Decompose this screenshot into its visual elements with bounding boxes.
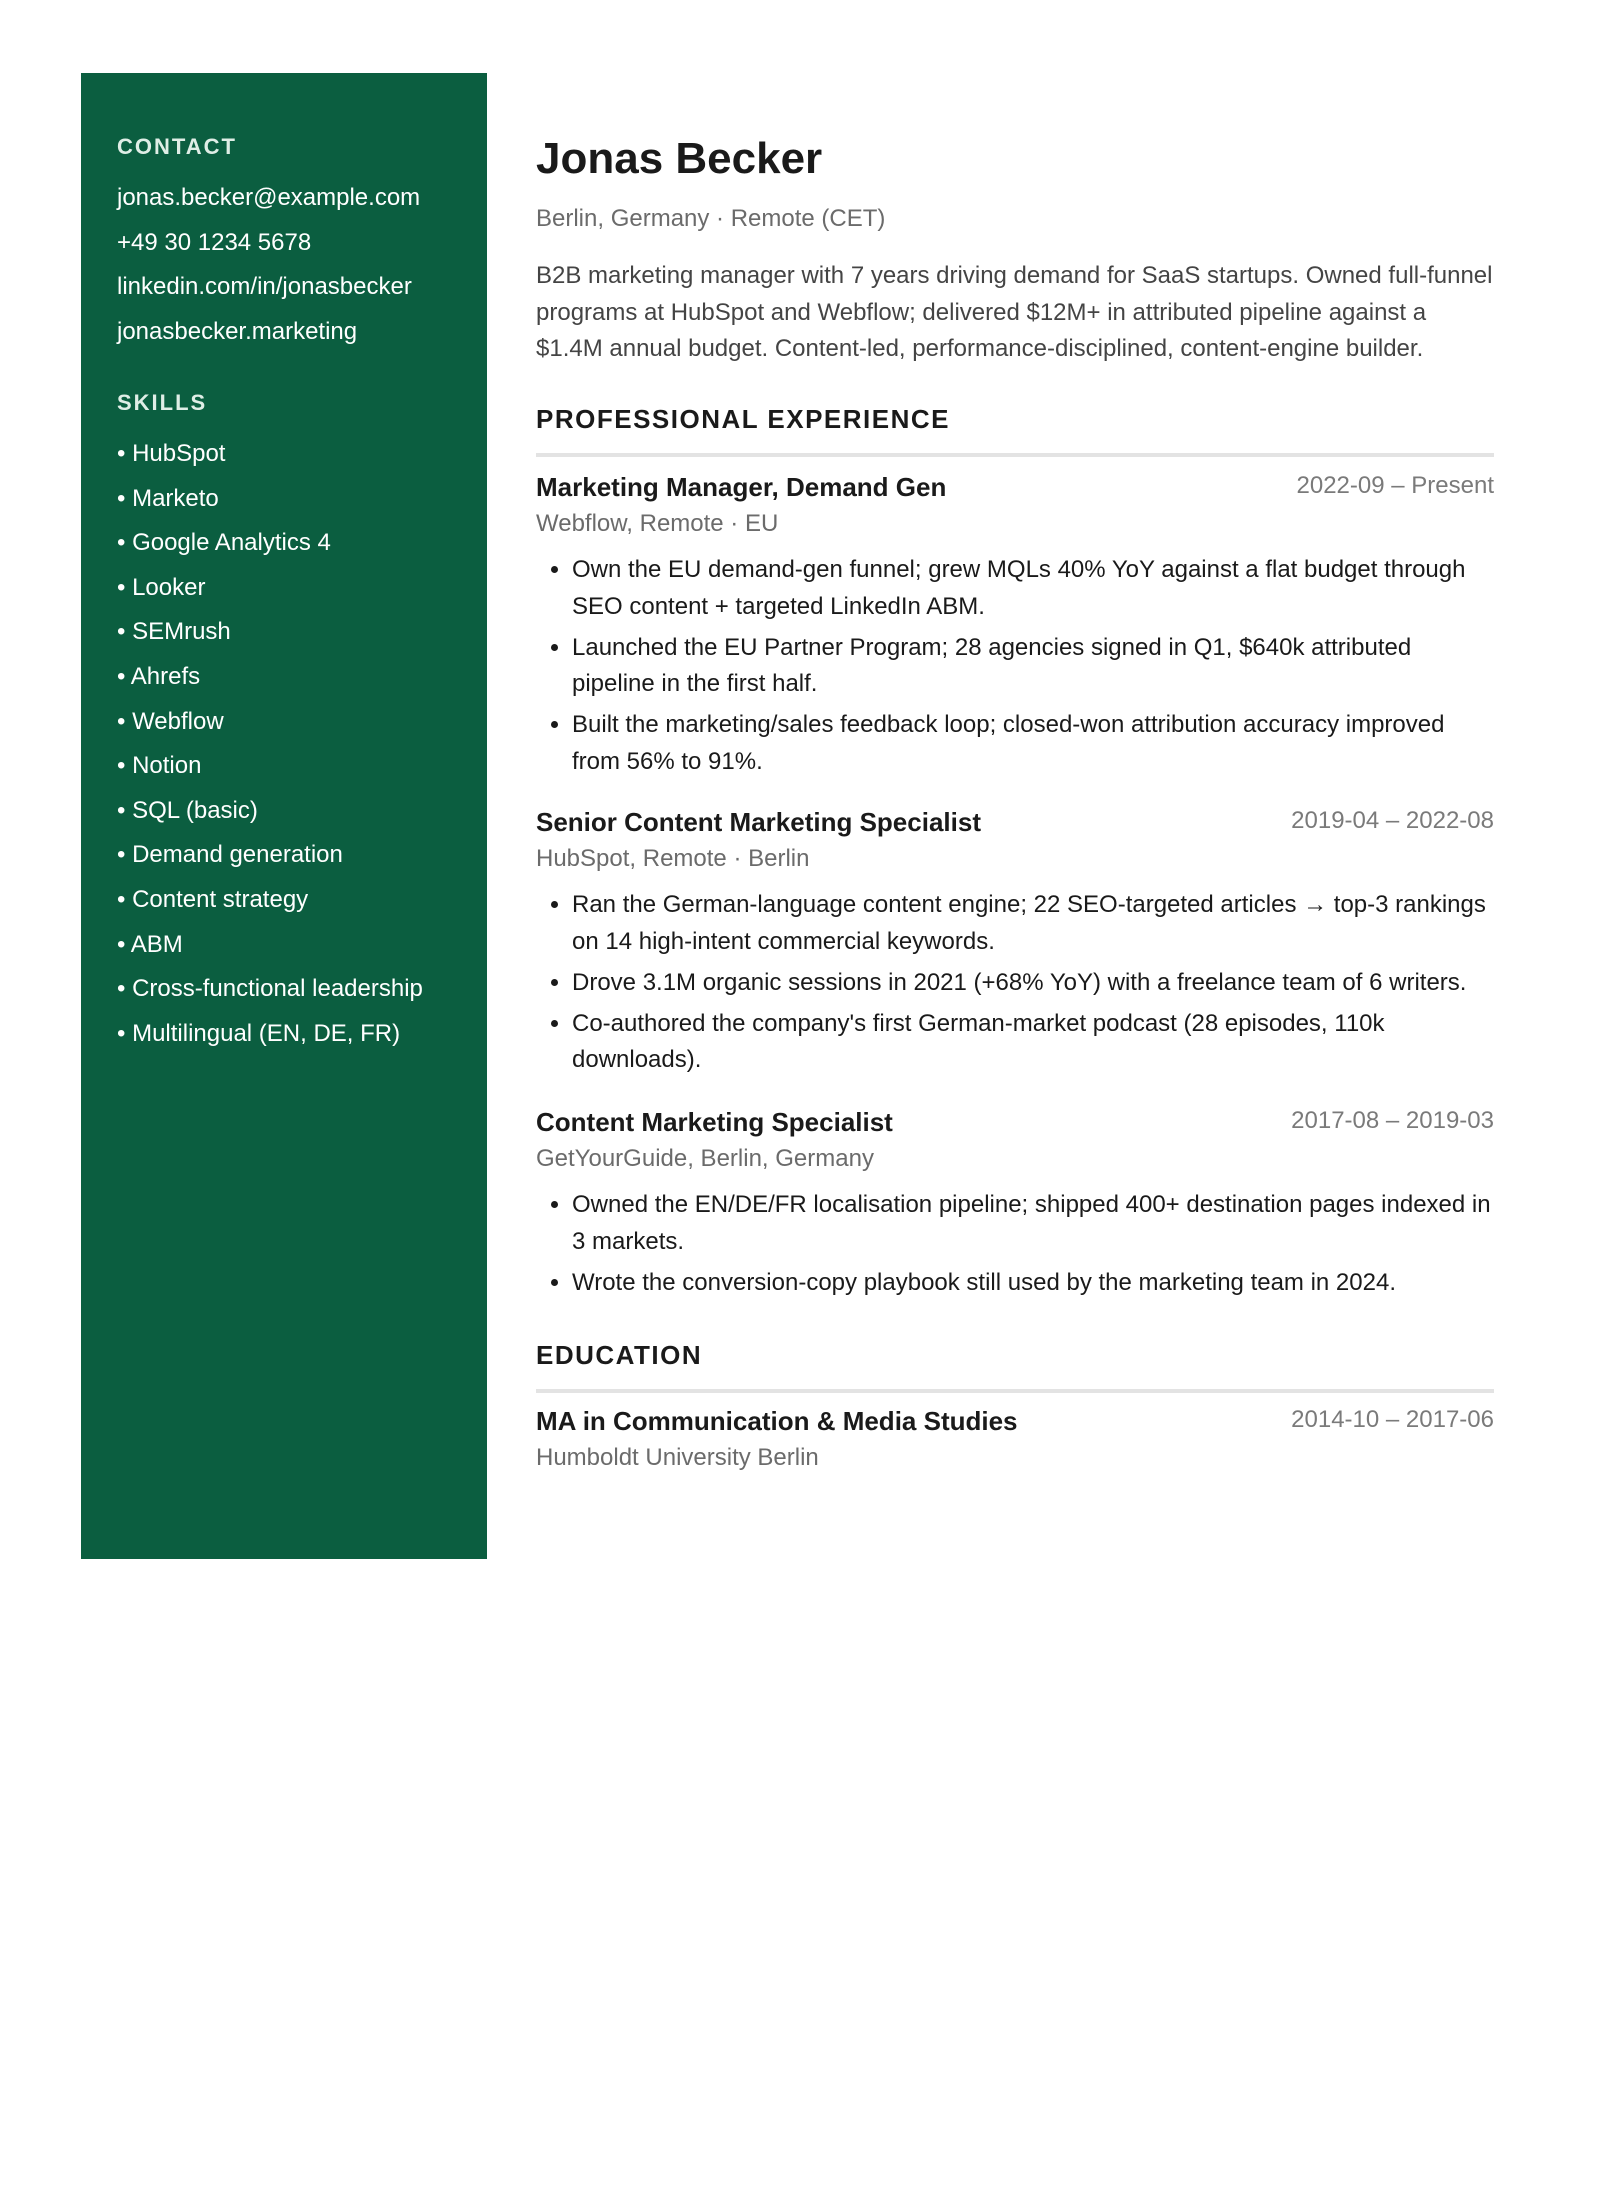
skill-item: • Marketo bbox=[117, 484, 219, 512]
skill-item: • Ahrefs bbox=[117, 662, 201, 690]
contact-email[interactable]: jonas.becker@example.com bbox=[117, 184, 421, 211]
skill-item: • Looker bbox=[117, 573, 206, 601]
contact-phone[interactable]: +49 30 1234 5678 bbox=[117, 228, 312, 256]
job-title: Senior Content Marketing Specialist bbox=[536, 807, 981, 837]
job-bullet: • Wrote the conversion-copy playbook still used by the marketing team in 2024. bbox=[572, 1265, 1494, 1302]
contact-linkedin[interactable]: linkedin.com/in/jonasbecker bbox=[117, 273, 412, 301]
contact-website[interactable]: jonasbecker.marketing bbox=[117, 317, 358, 345]
job-bullets bbox=[536, 887, 1494, 1083]
skill-item: • Multilingual (EN, DE, FR) bbox=[117, 1019, 401, 1047]
job-organization: Webflow, Remote · EU bbox=[536, 510, 779, 537]
skill-item: • Demand generation bbox=[117, 841, 343, 869]
skill-item: • Content strategy bbox=[117, 885, 309, 913]
candidate-location: Berlin, Germany · Remote (CET) bbox=[536, 205, 886, 232]
sidebar bbox=[81, 73, 487, 1559]
degree-title: MA in Communication & Media Studies bbox=[536, 1406, 1018, 1436]
candidate-name: Jonas Becker bbox=[536, 134, 823, 183]
job-bullets bbox=[536, 1187, 1494, 1306]
job-bullet: • Own the EU demand-gen funnel; grew MQLs 40% YoY against a flat budget through SEO content + targeted LinkedIn ABM. bbox=[572, 552, 1494, 625]
experience-heading: PROFESSIONAL EXPERIENCE bbox=[536, 404, 1494, 457]
skill-item: • HubSpot bbox=[117, 440, 226, 467]
job-organization: GetYourGuide, Berlin, Germany bbox=[536, 1145, 874, 1172]
professional-summary: B2B marketing manager with 7 years driving demand for SaaS startups. Owned full-funnel programs at HubSpot and Webflow; delivered $12M+ in attributed pipeline against a $1.4M annual budget. Content-led, performance-disciplined, content-engine builder. bbox=[536, 262, 1493, 362]
job-bullet: • Ran the German-language content engine; 22 SEO-targeted articles → top-3 rankings on 14 high-intent commercial keywords. bbox=[572, 887, 1494, 960]
skill-item: • SQL (basic) bbox=[117, 796, 258, 824]
skill-item: • Google Analytics 4 bbox=[117, 529, 331, 557]
job-organization: HubSpot, Remote · Berlin bbox=[536, 845, 810, 872]
skills-heading: SKILLS bbox=[117, 390, 208, 415]
contact-heading: CONTACT bbox=[117, 134, 237, 159]
job-dates: 2019-04 – 2022-08 bbox=[1291, 807, 1494, 834]
education-dates: 2014-10 – 2017-06 bbox=[1291, 1406, 1494, 1433]
job-title: Marketing Manager, Demand Gen bbox=[536, 472, 947, 502]
skills-list bbox=[117, 432, 423, 1056]
contact-list bbox=[117, 176, 420, 354]
job-bullet: • Co-authored the company's first German-market podcast (28 episodes, 110k downloads). bbox=[572, 1006, 1494, 1079]
school-name: Humboldt University Berlin bbox=[536, 1444, 819, 1471]
skill-item: • Webflow bbox=[117, 707, 224, 735]
education-heading: EDUCATION bbox=[536, 1340, 1494, 1393]
job-dates: 2022-09 – Present bbox=[1296, 472, 1494, 499]
job-bullet: • Drove 3.1M organic sessions in 2021 (+68% YoY) with a freelance team of 6 writers. bbox=[572, 965, 1494, 1002]
job-dates: 2017-08 – 2019-03 bbox=[1291, 1107, 1494, 1134]
job-title: Content Marketing Specialist bbox=[536, 1107, 893, 1137]
job-bullet: • Launched the EU Partner Program; 28 agencies signed in Q1, $640k attributed pipeline in the first half. bbox=[572, 630, 1494, 703]
skill-item: • ABM bbox=[117, 930, 183, 958]
skill-item: • SEMrush bbox=[117, 618, 231, 646]
job-bullet: • Built the marketing/sales feedback loop; closed-won attribution accuracy improved from 56% to 91%. bbox=[572, 707, 1494, 780]
skill-item: • Notion bbox=[117, 752, 202, 780]
skill-item: • Cross-functional leadership bbox=[117, 975, 423, 1003]
job-bullets bbox=[536, 552, 1494, 785]
job-bullet: • Owned the EN/DE/FR localisation pipeline; shipped 400+ destination pages indexed in 3 markets. bbox=[572, 1187, 1494, 1260]
